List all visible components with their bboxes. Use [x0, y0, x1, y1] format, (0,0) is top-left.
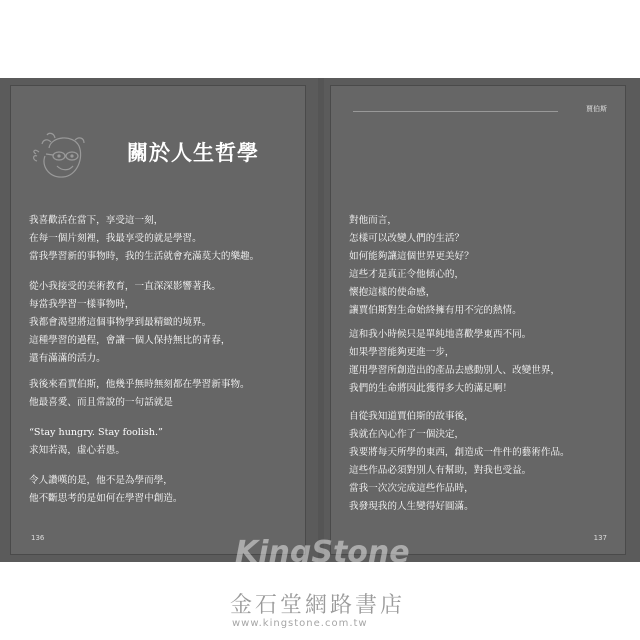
text-line: 當我一次次完成這些作品時， — [349, 483, 474, 494]
paragraph — [349, 326, 560, 398]
text-line: 如何能夠讓這個世界更美好？ — [349, 251, 474, 262]
text-line: 從小我接受的美術教育，一直深深影響著我。 — [29, 281, 221, 292]
book-gutter — [318, 78, 324, 562]
text-line: 我後來看賈伯斯，他幾乎無時無刻都在學習新事物。 — [29, 379, 250, 390]
watermark-chinese-name: 金石堂網路書店 — [230, 593, 406, 618]
text-line: 他不斷思考的是如何在學習中創造。 — [29, 493, 183, 504]
text-line: 求知若渴，虛心若愚。 — [29, 445, 125, 456]
running-header-label: 賈伯斯 — [586, 105, 607, 113]
paragraph — [29, 376, 250, 412]
page-number: 137 — [593, 534, 607, 542]
text-line: 怎樣可以改變人們的生活？ — [349, 233, 465, 244]
text-line: 這些才是真正令他傾心的， — [349, 269, 465, 280]
chapter-title: 關於人生哲學 — [127, 140, 259, 165]
text-line: 對他而言， — [349, 215, 397, 226]
chapter-heading — [29, 126, 289, 176]
book-spread — [0, 78, 640, 562]
text-line: 每當我學習一樣事物時， — [29, 299, 135, 310]
text-line: 我要將每天所學的東西，創造成一件件的藝術作品。 — [349, 447, 570, 458]
paragraph — [29, 212, 259, 266]
text-line: 如果學習能夠更進一步， — [349, 347, 455, 358]
text-line: 我們的生命將因此獲得多大的滿足啊！ — [349, 383, 513, 394]
text-line: 他最喜愛、而且常說的一句話就是 — [29, 397, 173, 408]
smiling-face-doodle-icon — [29, 126, 99, 186]
text-line: 自從我知道賈伯斯的故事後， — [349, 411, 474, 422]
text-line: 我喜歡活在當下，享受這一刻， — [29, 215, 164, 226]
watermark-url: www.kingstone.com.tw — [232, 618, 368, 629]
page-number: 136 — [31, 534, 45, 542]
text-line: “Stay hungry. Stay foolish.” — [29, 427, 163, 438]
text-line: 這些作品必須對別人有幫助，對我也受益。 — [349, 465, 532, 476]
paragraph — [29, 278, 230, 368]
text-line: 令人讚嘆的是，他不是為學而學， — [29, 475, 173, 486]
text-line: 讓賈伯斯對生命始終擁有用不完的熱情。 — [349, 305, 522, 316]
left-page — [10, 85, 306, 555]
paragraph — [29, 472, 183, 508]
paragraph — [349, 408, 570, 516]
text-line: 這和我小時候只是單純地喜歡學東西不同。 — [349, 329, 532, 340]
running-header-rule — [353, 111, 558, 112]
paragraph — [29, 424, 163, 460]
right-page — [330, 85, 626, 555]
text-line: 當我學習新的事物時，我的生活就會充滿莫大的樂趣。 — [29, 251, 260, 262]
watermark-brand: KingStone — [235, 535, 410, 570]
text-line: 還有滿滿的活力。 — [29, 353, 106, 364]
paragraph — [349, 212, 522, 320]
text-line: 我發現我的人生變得好圓滿。 — [349, 501, 474, 512]
text-line: 我都會渴望將這個事物學到最精緻的境界。 — [29, 317, 212, 328]
text-line: 我就在內心作了一個決定， — [349, 429, 465, 440]
text-line: 懷抱這樣的使命感， — [349, 287, 436, 298]
text-line: 在每一個片刻裡，我最享受的就是學習。 — [29, 233, 202, 244]
text-line: 這種學習的過程，會讓一個人保持無比的青春， — [29, 335, 231, 346]
text-line: 運用學習所創造出的產品去感動別人、改變世界， — [349, 365, 561, 376]
